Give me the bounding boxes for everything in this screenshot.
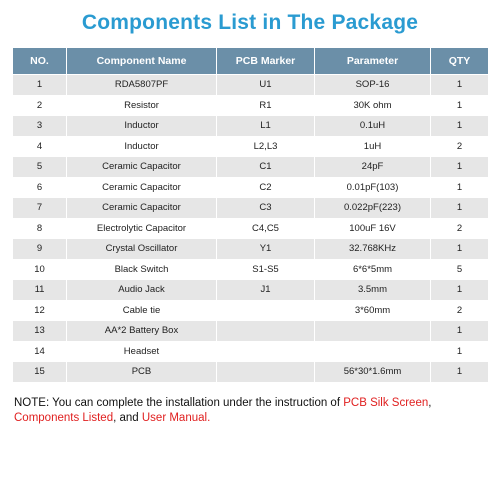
cell-parameter: 24pF	[315, 157, 431, 178]
components-table	[12, 47, 489, 383]
cell-qty: 5	[431, 259, 489, 280]
table-body	[13, 75, 489, 383]
note-pcb-silk-screen: PCB Silk Screen	[343, 397, 429, 409]
cell-component-name: PCB	[67, 362, 217, 383]
cell-parameter: 30K ohm	[315, 95, 431, 116]
table-row	[13, 321, 489, 342]
table-row	[13, 75, 489, 96]
table-row	[13, 341, 489, 362]
cell-pcb-marker: Y1	[217, 239, 315, 260]
cell-parameter: 56*30*1.6mm	[315, 362, 431, 383]
cell-pcb-marker: C4,C5	[217, 218, 315, 239]
cell-qty: 1	[431, 280, 489, 301]
table-row	[13, 280, 489, 301]
cell-qty: 2	[431, 300, 489, 321]
table-row	[13, 300, 489, 321]
note-separator-2: , and	[113, 412, 142, 424]
cell-component-name: AA*2 Battery Box	[67, 321, 217, 342]
cell-component-name: Ceramic Capacitor	[67, 177, 217, 198]
cell-no: 6	[13, 177, 67, 198]
cell-qty: 1	[431, 95, 489, 116]
table-row	[13, 362, 489, 383]
cell-qty: 1	[431, 362, 489, 383]
cell-qty: 1	[431, 321, 489, 342]
cell-parameter: 1uH	[315, 136, 431, 157]
cell-no: 7	[13, 198, 67, 219]
cell-component-name: Ceramic Capacitor	[67, 157, 217, 178]
cell-pcb-marker: C3	[217, 198, 315, 219]
cell-parameter: 3.5mm	[315, 280, 431, 301]
cell-qty: 1	[431, 239, 489, 260]
table-row	[13, 239, 489, 260]
cell-no: 11	[13, 280, 67, 301]
cell-component-name: Inductor	[67, 136, 217, 157]
cell-pcb-marker	[217, 362, 315, 383]
cell-pcb-marker: J1	[217, 280, 315, 301]
cell-no: 1	[13, 75, 67, 96]
table-row	[13, 259, 489, 280]
header-parameter: Parameter	[315, 48, 431, 75]
cell-no: 4	[13, 136, 67, 157]
cell-parameter: 3*60mm	[315, 300, 431, 321]
cell-no: 13	[13, 321, 67, 342]
cell-parameter	[315, 341, 431, 362]
cell-no: 2	[13, 95, 67, 116]
table-row	[13, 136, 489, 157]
note-components-listed: Components Listed	[14, 412, 114, 424]
cell-parameter: 0.022pF(223)	[315, 198, 431, 219]
cell-pcb-marker: S1-S5	[217, 259, 315, 280]
cell-no: 5	[13, 157, 67, 178]
cell-parameter: 6*6*5mm	[315, 259, 431, 280]
cell-pcb-marker: C1	[217, 157, 315, 178]
cell-parameter: 100uF 16V	[315, 218, 431, 239]
cell-qty: 1	[431, 177, 489, 198]
cell-qty: 1	[431, 198, 489, 219]
cell-component-name: Ceramic Capacitor	[67, 198, 217, 219]
page-title: Components List in The Package	[81, 11, 419, 34]
cell-qty: 1	[431, 341, 489, 362]
cell-pcb-marker: C2	[217, 177, 315, 198]
header-pcb-marker: PCB Marker	[217, 48, 315, 75]
cell-no: 9	[13, 239, 67, 260]
cell-component-name: Audio Jack	[67, 280, 217, 301]
note-user-manual: User Manual.	[141, 412, 211, 424]
cell-component-name: RDA5807PF	[67, 75, 217, 96]
cell-component-name: Black Switch	[67, 259, 217, 280]
header-component-name: Component Name	[67, 48, 217, 75]
cell-no: 8	[13, 218, 67, 239]
table-row	[13, 177, 489, 198]
table-row	[13, 157, 489, 178]
cell-pcb-marker: L1	[217, 116, 315, 137]
cell-qty: 1	[431, 75, 489, 96]
cell-qty: 1	[431, 157, 489, 178]
cell-pcb-marker: U1	[217, 75, 315, 96]
cell-qty: 2	[431, 218, 489, 239]
table-row	[13, 218, 489, 239]
cell-component-name: Electrolytic Capacitor	[67, 218, 217, 239]
cell-pcb-marker: R1	[217, 95, 315, 116]
cell-pcb-marker	[217, 321, 315, 342]
cell-parameter: 32.768KHz	[315, 239, 431, 260]
cell-parameter: 0.1uH	[315, 116, 431, 137]
cell-qty: 1	[431, 116, 489, 137]
cell-no: 10	[13, 259, 67, 280]
cell-pcb-marker: L2,L3	[217, 136, 315, 157]
cell-no: 15	[13, 362, 67, 383]
note-text: NOTE: You can complete the installation under the instruction of	[14, 397, 344, 409]
cell-no: 3	[13, 116, 67, 137]
cell-no: 12	[13, 300, 67, 321]
table-row	[13, 116, 489, 137]
cell-parameter: SOP-16	[315, 75, 431, 96]
table-header-row	[13, 48, 489, 75]
cell-component-name: Inductor	[67, 116, 217, 137]
cell-pcb-marker	[217, 300, 315, 321]
cell-parameter: 0.01pF(103)	[315, 177, 431, 198]
table-row	[13, 198, 489, 219]
cell-component-name: Cable tie	[67, 300, 217, 321]
cell-component-name: Resistor	[67, 95, 217, 116]
cell-pcb-marker	[217, 341, 315, 362]
installation-note	[14, 396, 486, 426]
table-row	[13, 95, 489, 116]
header-qty: QTY	[431, 48, 489, 75]
cell-component-name: Headset	[67, 341, 217, 362]
cell-no: 14	[13, 341, 67, 362]
cell-qty: 2	[431, 136, 489, 157]
note-separator-1: ,	[428, 397, 432, 409]
cell-parameter	[315, 321, 431, 342]
header-no: NO.	[13, 48, 67, 75]
cell-component-name: Crystal Oscillator	[67, 239, 217, 260]
